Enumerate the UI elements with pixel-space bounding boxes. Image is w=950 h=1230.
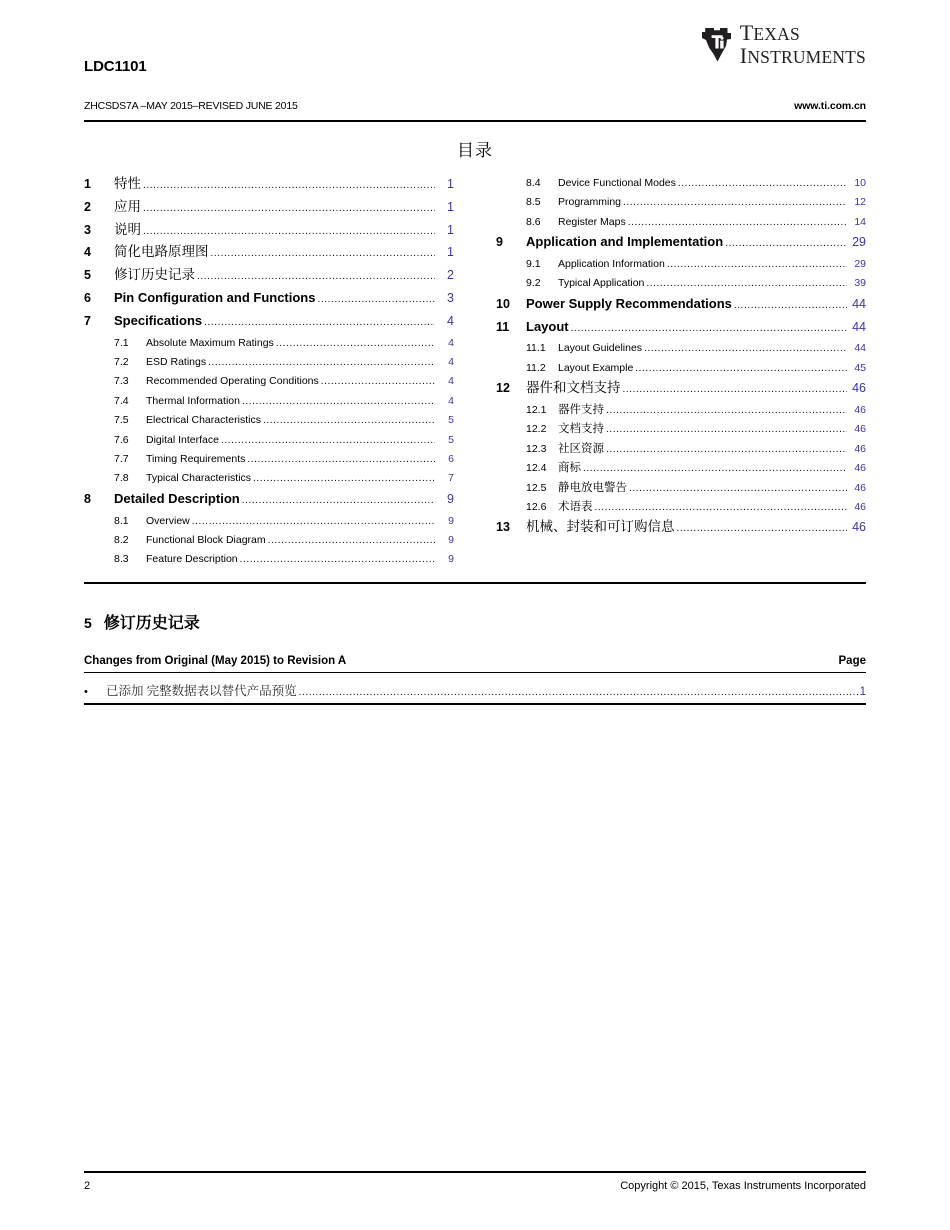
toc-entry-page-number[interactable]: 14 — [854, 215, 866, 228]
toc-entry-number: 8.2 — [114, 534, 129, 547]
toc-entry[interactable] — [496, 479, 866, 498]
toc-entry-number: 8.1 — [114, 514, 129, 527]
toc-entry[interactable] — [84, 450, 454, 469]
toc-entry-label[interactable]: Functional Block Diagram — [146, 534, 266, 547]
toc-leader-dots — [725, 232, 847, 255]
toc-entry-label[interactable]: Thermal Information — [146, 394, 240, 407]
toc-entry[interactable] — [84, 392, 454, 411]
ti-wordmark-texas: EXAS — [753, 24, 800, 44]
toc-right-column — [496, 174, 866, 570]
toc-entry-page-number[interactable]: 1 — [447, 199, 454, 214]
toc-entry-number: 7.4 — [114, 394, 129, 407]
toc-entry-number: 7.6 — [114, 433, 129, 446]
toc-entry-number: 12.3 — [526, 442, 547, 455]
ti-wordmark-texas-cap: T — [739, 20, 754, 45]
toc-entry[interactable] — [496, 255, 866, 274]
toc-entry-label[interactable]: 商标 — [558, 462, 581, 475]
toc-entry-page-number[interactable]: 9 — [447, 491, 454, 506]
toc-entry-page-number[interactable]: 46 — [854, 501, 866, 514]
toc-entry-page-number[interactable]: 4 — [447, 313, 454, 328]
revision-section-title: 修订历史记录 — [103, 614, 200, 632]
toc-entry-page-number[interactable]: 5 — [448, 414, 454, 427]
toc-bottom-rule — [84, 582, 866, 584]
toc-entry-page-number[interactable]: 46 — [854, 442, 866, 455]
toc-entry-page-number[interactable]: 2 — [447, 268, 454, 283]
toc-leader-dots — [629, 479, 847, 498]
toc-entry-label[interactable]: 文档支持 — [558, 423, 604, 436]
toc-leader-dots — [623, 378, 848, 401]
revision-header-rule — [84, 672, 866, 673]
toc-leader-dots — [208, 353, 435, 372]
toc-entry[interactable] — [496, 193, 866, 212]
document-title: LDC1101 — [84, 58, 147, 75]
page-header — [84, 0, 866, 78]
toc-heading: 目录 — [457, 141, 493, 160]
toc-entry-number: 9.2 — [526, 277, 541, 290]
toc-entry-number: 9 — [496, 235, 503, 250]
toc-entry-label[interactable]: Digital Interface — [146, 433, 219, 446]
footer-page-number: 2 — [84, 1180, 91, 1192]
toc-entry-label[interactable]: Application and Implementation — [526, 234, 724, 250]
toc-entry-label[interactable]: ESD Ratings — [146, 355, 207, 368]
toc-entry-number: 12 — [496, 381, 510, 396]
toc-leader-dots — [242, 489, 435, 512]
toc-columns — [84, 174, 866, 570]
toc-leader-dots — [221, 431, 435, 450]
toc-entry-number: 12.2 — [526, 423, 547, 436]
toc-leader-dots — [317, 288, 435, 311]
toc-entry[interactable] — [84, 197, 454, 220]
toc-entry-label[interactable]: Layout Guidelines — [558, 342, 643, 355]
toc-entry-label[interactable]: 简化电路原理图 — [114, 244, 209, 260]
revision-history-section — [84, 610, 866, 705]
toc-entry-number: 12.4 — [526, 462, 547, 475]
toc-leader-dots — [143, 220, 435, 243]
toc-entry-label[interactable]: Layout — [526, 318, 569, 334]
toc-entry-page-number[interactable]: 9 — [448, 534, 454, 547]
toc-entry-page-number[interactable]: 29 — [854, 258, 866, 271]
toc-leader-dots — [253, 469, 435, 488]
toc-entry-label[interactable]: Overview — [146, 514, 190, 527]
toc-entry[interactable] — [84, 288, 454, 311]
footer-copyright: Copyright © 2015, Texas Instruments Incorporated — [620, 1180, 866, 1192]
toc-entry-number: 10 — [496, 296, 510, 311]
toc-entry[interactable] — [496, 174, 866, 193]
toc-left-column — [84, 174, 454, 570]
toc-entry[interactable] — [84, 489, 454, 512]
header-divider-rule — [84, 120, 866, 122]
toc-entry-number: 8 — [84, 491, 91, 506]
toc-entry[interactable] — [84, 220, 454, 243]
toc-leader-dots — [583, 459, 847, 478]
toc-entry-label[interactable]: Electrical Characteristics — [146, 414, 261, 427]
ti-wordmark-instruments: NSTRUMENTS — [747, 47, 866, 67]
toc-leader-dots — [321, 372, 435, 391]
toc-entry[interactable] — [84, 411, 454, 430]
revision-item-page-number[interactable]: 1 — [859, 685, 866, 698]
toc-entry[interactable] — [496, 459, 866, 478]
toc-entry-page-number[interactable]: 3 — [447, 290, 454, 305]
toc-entry-label[interactable]: 器件支持 — [558, 404, 604, 417]
toc-entry-label[interactable]: 器件和文档支持 — [526, 380, 621, 396]
toc-leader-dots — [143, 174, 435, 197]
toc-entry-page-number[interactable]: 7 — [448, 472, 454, 485]
revision-bottom-rule — [84, 703, 866, 705]
toc-entry[interactable] — [84, 550, 454, 569]
toc-entry[interactable] — [84, 431, 454, 450]
toc-entry-number: 2 — [84, 199, 91, 214]
toc-entry-label[interactable]: Typical Application — [558, 277, 645, 290]
toc-entry-page-number[interactable]: 44 — [854, 342, 866, 355]
toc-entry-page-number[interactable]: 9 — [448, 553, 454, 566]
toc-entry-label[interactable]: Device Functional Modes — [558, 177, 676, 189]
toc-entry-page-number[interactable]: 39 — [854, 277, 866, 290]
toc-entry-number: 9.1 — [526, 258, 541, 271]
toc-entry-number: 7 — [84, 313, 91, 328]
toc-entry-label[interactable]: Register Maps — [558, 215, 626, 228]
toc-entry-label[interactable]: Detailed Description — [114, 490, 240, 506]
toc-entry[interactable] — [84, 334, 454, 353]
toc-leader-dots — [606, 420, 847, 439]
toc-entry[interactable] — [496, 420, 866, 439]
toc-entry-label[interactable]: Layout Example — [558, 361, 634, 374]
toc-entry[interactable] — [84, 469, 454, 488]
toc-leader-dots — [242, 392, 435, 411]
toc-entry-number: 7.7 — [114, 453, 129, 466]
toc-entry[interactable] — [496, 232, 866, 255]
toc-entry-number: 7.8 — [114, 472, 129, 485]
toc-leader-dots — [276, 334, 435, 353]
toc-entry-page-number[interactable]: 29 — [852, 235, 866, 250]
toc-entry[interactable] — [84, 372, 454, 391]
toc-entry-page-number[interactable]: 44 — [852, 296, 866, 311]
toc-entry-number: 8.5 — [526, 196, 541, 209]
toc-entry-number: 7.1 — [114, 336, 129, 349]
toc-entry-number: 8.4 — [526, 177, 541, 189]
toc-entry[interactable] — [496, 294, 866, 317]
toc-entry-label[interactable]: Absolute Maximum Ratings — [146, 336, 274, 349]
toc-entry-number: 1 — [84, 177, 91, 191]
toc-entry[interactable] — [84, 311, 454, 334]
ti-wordmark — [740, 22, 866, 67]
toc-entry[interactable] — [496, 317, 866, 340]
bullet-icon: • — [84, 685, 88, 698]
toc-entry[interactable] — [84, 242, 454, 265]
toc-entry-page-number[interactable]: 44 — [852, 319, 866, 334]
toc-entry[interactable] — [84, 353, 454, 372]
toc-entry-page-number[interactable]: 1 — [447, 222, 454, 237]
toc-entry[interactable] — [496, 359, 866, 378]
toc-entry-label[interactable]: Feature Description — [146, 553, 238, 566]
footer-divider-rule — [84, 1171, 866, 1173]
toc-entry[interactable] — [496, 378, 866, 401]
toc-entry-label[interactable]: Programming — [558, 196, 622, 209]
toc-entry-page-number[interactable]: 46 — [854, 481, 866, 494]
ti-wordmark-instruments-cap: I — [739, 43, 748, 68]
toc-entry-page-number[interactable]: 4 — [448, 394, 454, 407]
toc-entry[interactable] — [84, 531, 454, 550]
toc-entry[interactable] — [84, 512, 454, 531]
toc-entry-label[interactable]: Specifications — [114, 312, 203, 328]
toc-entry-number: 5 — [84, 268, 91, 283]
toc-leader-dots — [197, 265, 435, 288]
toc-entry-number: 7.3 — [114, 375, 129, 388]
toc-leader-dots — [143, 197, 435, 220]
revision-changes-label: Changes from Original (May 2015) to Revision A — [84, 654, 347, 667]
toc-leader-dots — [635, 359, 847, 378]
toc-entry-label[interactable]: Power Supply Recommendations — [526, 295, 732, 311]
header-meta-row — [84, 100, 866, 120]
toc-entry-number: 6 — [84, 290, 91, 305]
toc-entry-label[interactable]: 社区资源 — [558, 442, 604, 455]
toc-entry-page-number[interactable]: 5 — [448, 433, 454, 446]
toc-leader-dots — [606, 440, 847, 459]
toc-entry-number: 8.3 — [114, 553, 129, 566]
toc-entry-number: 12.6 — [526, 501, 547, 514]
toc-entry[interactable] — [496, 213, 866, 232]
toc-entry-number: 11.2 — [526, 361, 546, 374]
revision-history-heading — [84, 610, 866, 633]
toc-entry-label[interactable]: Recommended Operating Conditions — [146, 375, 319, 388]
toc-entry-page-number[interactable]: 45 — [854, 361, 866, 374]
toc-entry-page-number[interactable]: 46 — [852, 381, 866, 396]
toc-leader-dots — [667, 255, 847, 274]
toc-leader-dots — [623, 193, 847, 212]
toc-entry-number: 3 — [84, 222, 91, 237]
revision-item-list — [84, 681, 866, 699]
toc-leader-dots — [606, 401, 847, 420]
toc-entry-label[interactable]: 术语表 — [558, 501, 593, 514]
toc-entry-number: 4 — [84, 245, 91, 260]
toc-entry[interactable] — [496, 498, 866, 517]
toc-entry-page-number[interactable]: 46 — [854, 423, 866, 436]
texas-instruments-logo — [700, 22, 866, 67]
toc-entry-number: 8.6 — [526, 215, 541, 228]
toc-entry[interactable] — [496, 274, 866, 293]
toc-entry-number: 13 — [496, 520, 510, 535]
toc-entry[interactable] — [496, 339, 866, 358]
toc-leader-dots — [644, 339, 847, 358]
toc-leader-dots — [734, 294, 847, 317]
revision-leader-dots — [299, 686, 858, 698]
toc-entry-page-number[interactable]: 10 — [854, 177, 866, 189]
footer-row — [84, 1180, 866, 1192]
ti-website-link[interactable]: www.ti.com.cn — [794, 100, 866, 112]
toc-leader-dots — [192, 512, 435, 531]
toc-leader-dots — [678, 174, 847, 193]
toc-entry-page-number[interactable]: 4 — [448, 336, 454, 349]
revision-item-text: 已添加 完整数据表以替代产品预览 — [106, 683, 297, 698]
toc-entry-number: 11.1 — [526, 342, 546, 355]
toc-entry-page-number[interactable]: 6 — [448, 453, 454, 466]
toc-entry-label[interactable]: 静电放电警告 — [558, 481, 627, 494]
toc-entry[interactable] — [496, 517, 866, 540]
toc-entry[interactable] — [84, 265, 454, 288]
toc-leader-dots — [204, 311, 435, 334]
toc-entry-number: 12.5 — [526, 481, 547, 494]
toc-entry[interactable] — [84, 174, 454, 197]
toc-entry-label[interactable]: 说明 — [114, 221, 141, 237]
revision-table-header — [84, 655, 866, 667]
toc-entry-page-number[interactable]: 9 — [448, 514, 454, 527]
toc-leader-dots — [628, 213, 847, 232]
toc-entry-label[interactable]: 特性 — [114, 176, 141, 191]
toc-entry-number: 7.2 — [114, 355, 129, 368]
toc-leader-dots — [677, 517, 848, 540]
toc-entry-page-number[interactable]: 4 — [448, 355, 454, 368]
document-id-and-dates: ZHCSDS7A –MAY 2015–REVISED JUNE 2015 — [84, 100, 298, 112]
toc-entry-page-number[interactable]: 46 — [854, 404, 866, 417]
toc-leader-dots — [211, 242, 436, 265]
toc-entry-label[interactable]: 修订历史记录 — [114, 267, 195, 283]
toc-entry-page-number[interactable]: 1 — [447, 245, 454, 260]
toc-entry-page-number[interactable]: 12 — [854, 196, 866, 209]
revision-section-number: 5 — [84, 614, 92, 631]
revision-page-label: Page — [838, 654, 866, 667]
toc-leader-dots — [240, 550, 435, 569]
toc-entry-number: 11 — [496, 319, 510, 334]
toc-entry-page-number[interactable]: 4 — [448, 375, 454, 388]
toc-entry-page-number[interactable]: 1 — [447, 177, 454, 191]
toc-leader-dots — [247, 450, 435, 469]
toc-entry-label[interactable]: Application Information — [558, 258, 665, 271]
ti-texas-outline-icon — [700, 27, 734, 63]
toc-entry-number: 12.1 — [526, 404, 547, 417]
toc-entry-number: 7.5 — [114, 414, 129, 427]
toc-entry-label[interactable]: 机械、封装和可订购信息 — [526, 519, 675, 535]
page-footer — [84, 1171, 866, 1192]
toc-entry-label[interactable]: Typical Characteristics — [146, 472, 252, 485]
toc-entry-page-number[interactable]: 46 — [854, 462, 866, 475]
toc-entry-label[interactable]: 应用 — [114, 198, 141, 214]
toc-entry-page-number[interactable]: 46 — [852, 520, 866, 535]
toc-entry-label[interactable]: Pin Configuration and Functions — [114, 289, 316, 305]
toc-leader-dots — [646, 274, 847, 293]
toc-leader-dots — [263, 411, 435, 430]
toc-leader-dots — [268, 531, 435, 550]
revision-item[interactable] — [84, 681, 866, 699]
toc-entry[interactable] — [496, 440, 866, 459]
toc-leader-dots — [595, 498, 848, 517]
toc-entry[interactable] — [496, 401, 866, 420]
toc-entry-label[interactable]: Timing Requirements — [146, 453, 246, 466]
toc-leader-dots — [571, 317, 847, 340]
